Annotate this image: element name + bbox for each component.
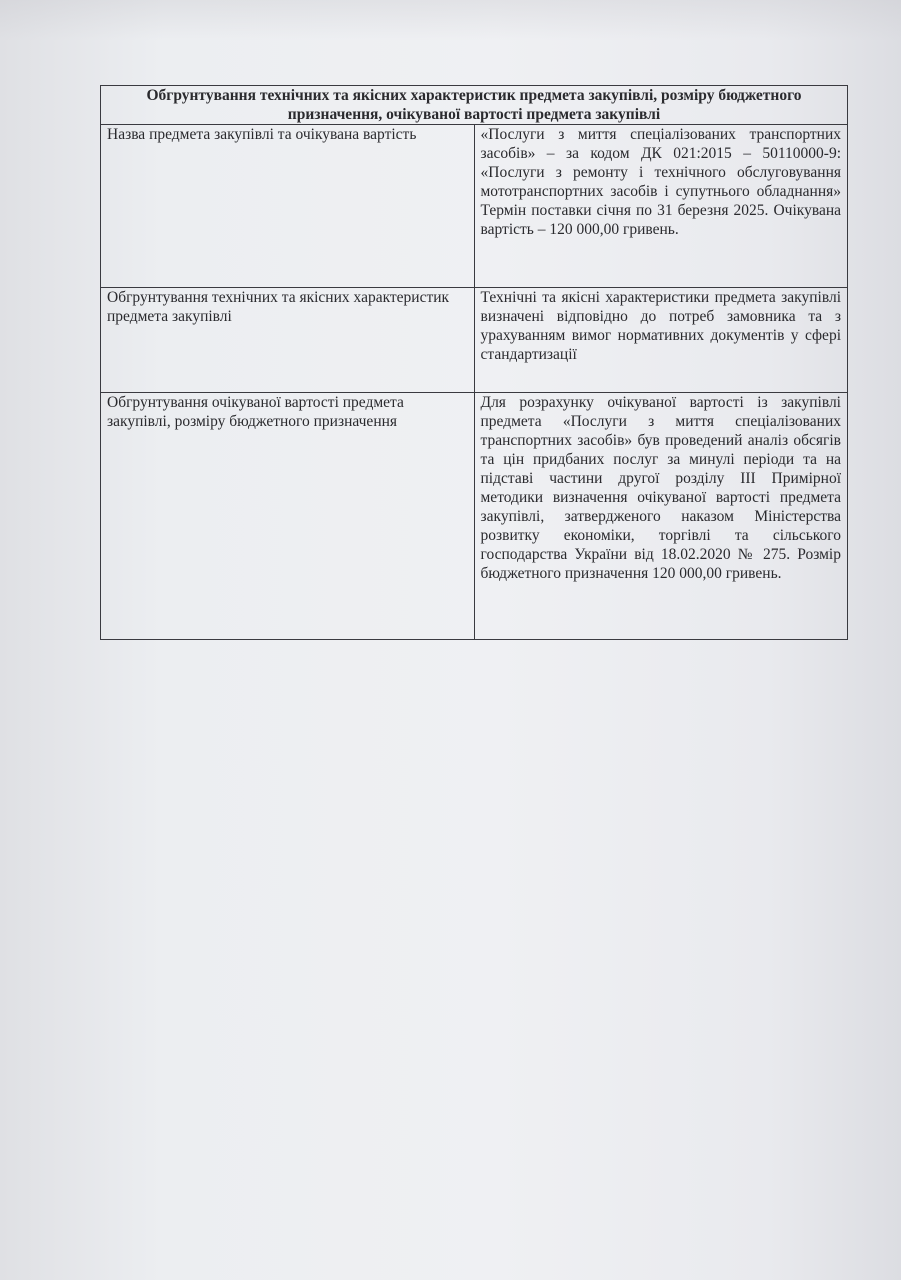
- row-value-technical-characteristics: Технічні та якісні характеристики предмета закупівлі визначені відповідно до потреб замовника та з урахуванням вимог нормативних документів у сфері стандартизації: [474, 288, 848, 393]
- table-row: [101, 288, 848, 393]
- table-row: [101, 125, 848, 288]
- justification-table: [100, 85, 848, 640]
- row-value-expected-cost: Для розрахунку очікуваної вартості із закупівлі предмета «Послуги з миття спеціалізованих транспортних засобів» був проведений аналіз обсягів та цін придбаних послуг за минулі періоди та на підставі частини другої розділу ІІІ Примірної методики визначення очікуваної вартості предмета закупівлі, затвердженого наказом Міністерства розвитку економіки, торгівлі та сільського господарства України від 18.02.2020 № 275. Розмір бюджетного призначення 120 000,00 гривень.: [474, 393, 848, 640]
- paper-shadow: [0, 0, 901, 40]
- row-label-technical-characteristics: Обгрунтування технічних та якісних характеристик предмета закупівлі: [101, 288, 475, 393]
- row-label-expected-cost: Обгрунтування очікуваної вартості предмета закупівлі, розміру бюджетного призначення: [101, 393, 475, 640]
- row-label-name-and-cost: Назва предмета закупівлі та очікувана вартість: [101, 125, 475, 288]
- table-header: Обгрунтування технічних та якісних характеристик предмета закупівлі, розміру бюджетного призначення, очікуваної вартості предмета закупівлі: [101, 86, 848, 125]
- row-value-name-and-cost: «Послуги з миття спеціалізованих транспортних засобів» – за кодом ДК 021:2015 – 50110000-9: «Послуги з ремонту і технічного обслуговування мототранспортних засобів і супутнього обладнання» Термін поставки січня по 31 березня 2025. Очікувана вартість – 120 000,00 гривень.: [474, 125, 848, 288]
- table-header-row: [101, 86, 848, 125]
- table-row: [101, 393, 848, 640]
